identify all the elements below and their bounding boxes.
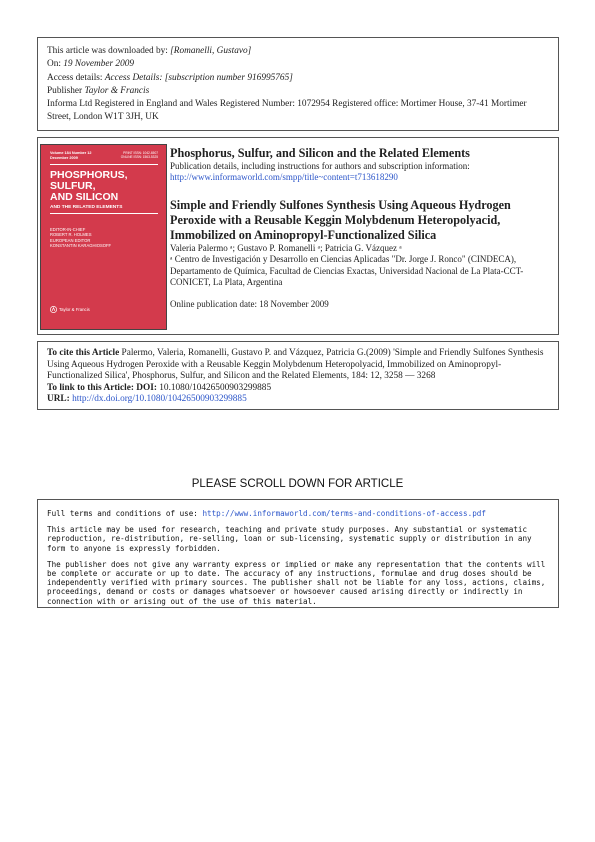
article-info-box [37,137,559,335]
journal-cover-image [40,144,167,330]
cite-text: Palermo, Valeria, Romanelli, Gustavo P. and Vázquez, Patricia G.(2009) 'Simple and Friendly Sulfones Synthesis Using Aqueous Hydrogen Peroxide with a Reusable Keggin Molybdenum Heteropolyacid, Immobilized on Aminopropyl-Functionalized Silica', Phosphorus, Sulfur, and Silicon and the Related Elements, 184: 12, 3258 — 3268 [47,348,544,382]
downloaded-by-line [47,45,549,58]
citation-paragraph [47,348,549,383]
cover-rule-top [50,164,158,165]
citation-box [37,341,559,410]
cover-title-line-1: PHOSPHORUS, [50,169,128,181]
download-date-value: 19 November 2009 [63,59,135,70]
publisher-value: Taylor & Francis [84,85,150,96]
cover-editors [50,227,111,249]
cover-publisher-logo [50,306,90,313]
terms-line [47,509,549,518]
cover-date: December 2009 [50,155,78,160]
terms-paragraph-disclaimer: The publisher does not give any warranty express or implied or make any representation that the contents will be complete or accurate or up to date. The accuracy of any instructions, formulae and drug doses should be independently verified with primary sources. The publisher shall not be liable for any loss, actions, claims, proceedings, demand or costs or damages whatsoever or howsoever caused arising directly or indirectly in connection with or arising out of the use of this material. [47,559,546,606]
cover-subtitle: AND THE RELATED ELEMENTS [50,205,123,210]
download-date-label: On: [47,59,61,70]
author-affiliation: ᵃ Centro de Investigación y Desarrollo en Ciencias Aplicadas "Dr. Jorge J. Ronco" (CINDECA), Departamento de Química, Facultad de Ciencias Exactas, Universidad Nacional de La Plata-CCT-CONICET, La Plata, Argentina [170,254,524,288]
cover-volume [50,151,92,161]
downloaded-by-label: This article was downloaded by: [47,46,168,56]
cover-online-issn: ONLINE ISSN: 1563-5325 [120,155,158,160]
downloaded-by-value: [Romanelli, Gustavo] [170,46,252,56]
cover-title-line-2: SULFUR, [50,180,96,192]
cover-title-line-3: AND SILICON [50,191,119,203]
terms-box [37,499,559,608]
journal-title: Phosphorus, Sulfur, and Silicon and the Related Elements [170,146,470,160]
access-details-value: Access Details: [subscription number 916995765] [104,72,293,83]
cover-editor-heading: EDITOR-IN-CHIEF [50,227,86,232]
article-authors: Valeria Palermo ᵃ; Gustavo P. Romanelli ᵃ; Patricia G. Vázquez ᵃ [170,242,402,253]
access-details-label: Access details: [47,72,103,83]
cover-european-editor-heading: EUROPEAN EDITOR [50,237,91,243]
access-details-line [47,72,549,85]
article-details [170,146,556,311]
url-line [47,394,549,406]
publisher-logo-icon [50,306,57,313]
publisher-line [47,85,549,98]
cover-issn [121,151,158,159]
cover-title [50,170,128,203]
cover-editor-name: ROBERT R. HOLMES [50,232,92,238]
cover-print-issn: PRINT ISSN: 1042-6507 [123,151,158,155]
download-info-box [37,37,559,131]
cover-publisher-name: Taylor & Francis [59,307,90,312]
download-date-line [47,58,549,71]
journal-link[interactable]: http://www.informaworld.com/smpp/title~content=t713618290 [170,172,398,183]
publisher-label: Publisher [47,85,83,96]
cite-label: To cite this Article [47,348,120,358]
online-publication-date: Online publication date: 18 November 2009 [170,299,329,310]
scroll-down-message: PLEASE SCROLL DOWN FOR ARTICLE [191,478,404,490]
article-title: Simple and Friendly Sulfones Synthesis Using Aqueous Hydrogen Peroxide with a Reusable Keggin Molybdenum Heteropolyacid, Immobilized on Aminopropyl-Functionalized Silica [170,197,511,242]
cover-european-editor-name: KONSTANTIN KARAGHIOSOFF [50,243,112,249]
registered-office: Informa Ltd Registered in England and Wales Registered Number: 1072954 Registered office: Mortimer House, 37-41 Mortimer Street, London W1T 3JH, UK [47,99,527,123]
cover-volume-number: Volume 184 Number 12 [50,151,92,155]
terms-label: Full terms and conditions of use: [47,509,198,518]
url-label: URL: [47,394,70,405]
article-url-link[interactable]: http://dx.doi.org/10.1080/10426500903299885 [72,394,247,405]
terms-paragraph-usage: This article may be used for research, teaching and private study purposes. Any substantial or systematic reproduction, re-distribution, re-selling, loan or sub-licensing, systematic supply or distribution in any form to anyone is expressly forbidden. [47,525,532,553]
cover-rule-bottom [50,213,158,214]
doi-value: 10.1080/10426500903299885 [159,382,272,393]
doi-label: To link to this Article: DOI: [47,382,157,393]
doi-line [47,383,549,395]
terms-link[interactable]: http://www.informaworld.com/terms-and-conditions-of-access.pdf [202,509,486,518]
publication-details: Publication details, including instructions for authors and subscription information: [170,161,470,171]
